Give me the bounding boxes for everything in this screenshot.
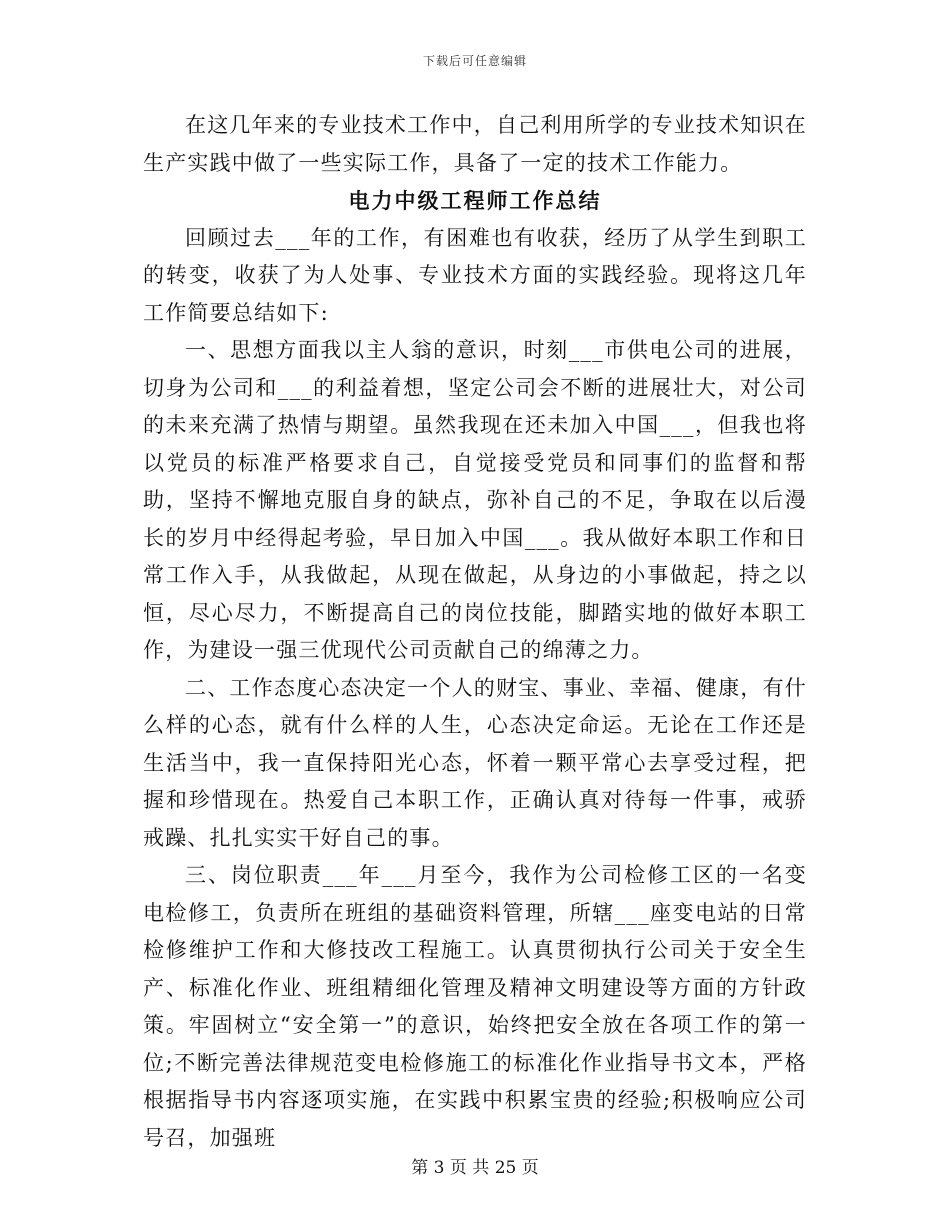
paragraph-review: 回顾过去___年的工作，有困难也有收获，经历了从学生到职工的转变，收获了为人处事、专业技术方面的实践经验。现将这几年工作简要总结如下: [143, 225, 807, 325]
paragraph-attitude: 二、工作态度心态决定一个人的财宝、事业、幸福、健康，有什么样的心态，就有什么样的人生，心态决定命运。无论在工作还是生活当中，我一直保持阳光心态，怀着一颗平常心去享受过程，把握和珍惜现在。热爱自己本职工作，正确认真对待每一件事，戒骄戒躁、扎扎实实干好自己的事。 [143, 675, 807, 850]
page-header-note: 下载后可任意编辑 [422, 54, 527, 68]
paragraph-ideology: 一、思想方面我以主人翁的意识，时刻___市供电公司的进展，切身为公司和___的利益着想，坚定公司会不断的进展壮大，对公司的未来充满了热情与期望。虽然我现在还未加入中国___，但我也将以党员的标准严格要求自己，自觉接受党员和同事们的监督和帮助，坚持不懈地克服自身的缺点，弥补自己的不足，争取在以后漫长的岁月中经得起考验，早日加入中国___。我从做好本职工作和日常工作入手，从我做起，从现在做起，从身边的小事做起，持之以恒，尽心尽力，不断提高自己的岗位技能，脚踏实地的做好本职工作，为建设一强三优现代公司贡献自己的绵薄之力。 [143, 338, 807, 662]
document-body [143, 107, 807, 1157]
paragraph-responsibilities: 三、岗位职责___年___月至今，我作为公司检修工区的一名变电检修工，负责所在班组的基础资料管理，所辖___座变电站的日常检修维护工作和大修技改工程施工。认真贯彻执行公司关于安全生产、标准化作业、班组精细化管理及精神文明建设等方面的方针政策。牢固树立“安全第一”的意识，始终把安全放在各项工作的第一位;不断完善法律规范变电检修施工的标准化作业指导书文本，严格根据指导书内容逐项实施，在实践中积累宝贵的经验;积极响应公司号召，加强班 [143, 863, 807, 1150]
document-title: 电力中级工程师工作总结 [348, 188, 602, 213]
intro-paragraph: 在这几年来的专业技术工作中，自己利用所学的专业技术知识在生产实践中做了一些实际工作，具备了一定的技术工作能力。 [143, 113, 807, 175]
page-number: 第 3 页 共 25 页 [411, 1158, 539, 1178]
